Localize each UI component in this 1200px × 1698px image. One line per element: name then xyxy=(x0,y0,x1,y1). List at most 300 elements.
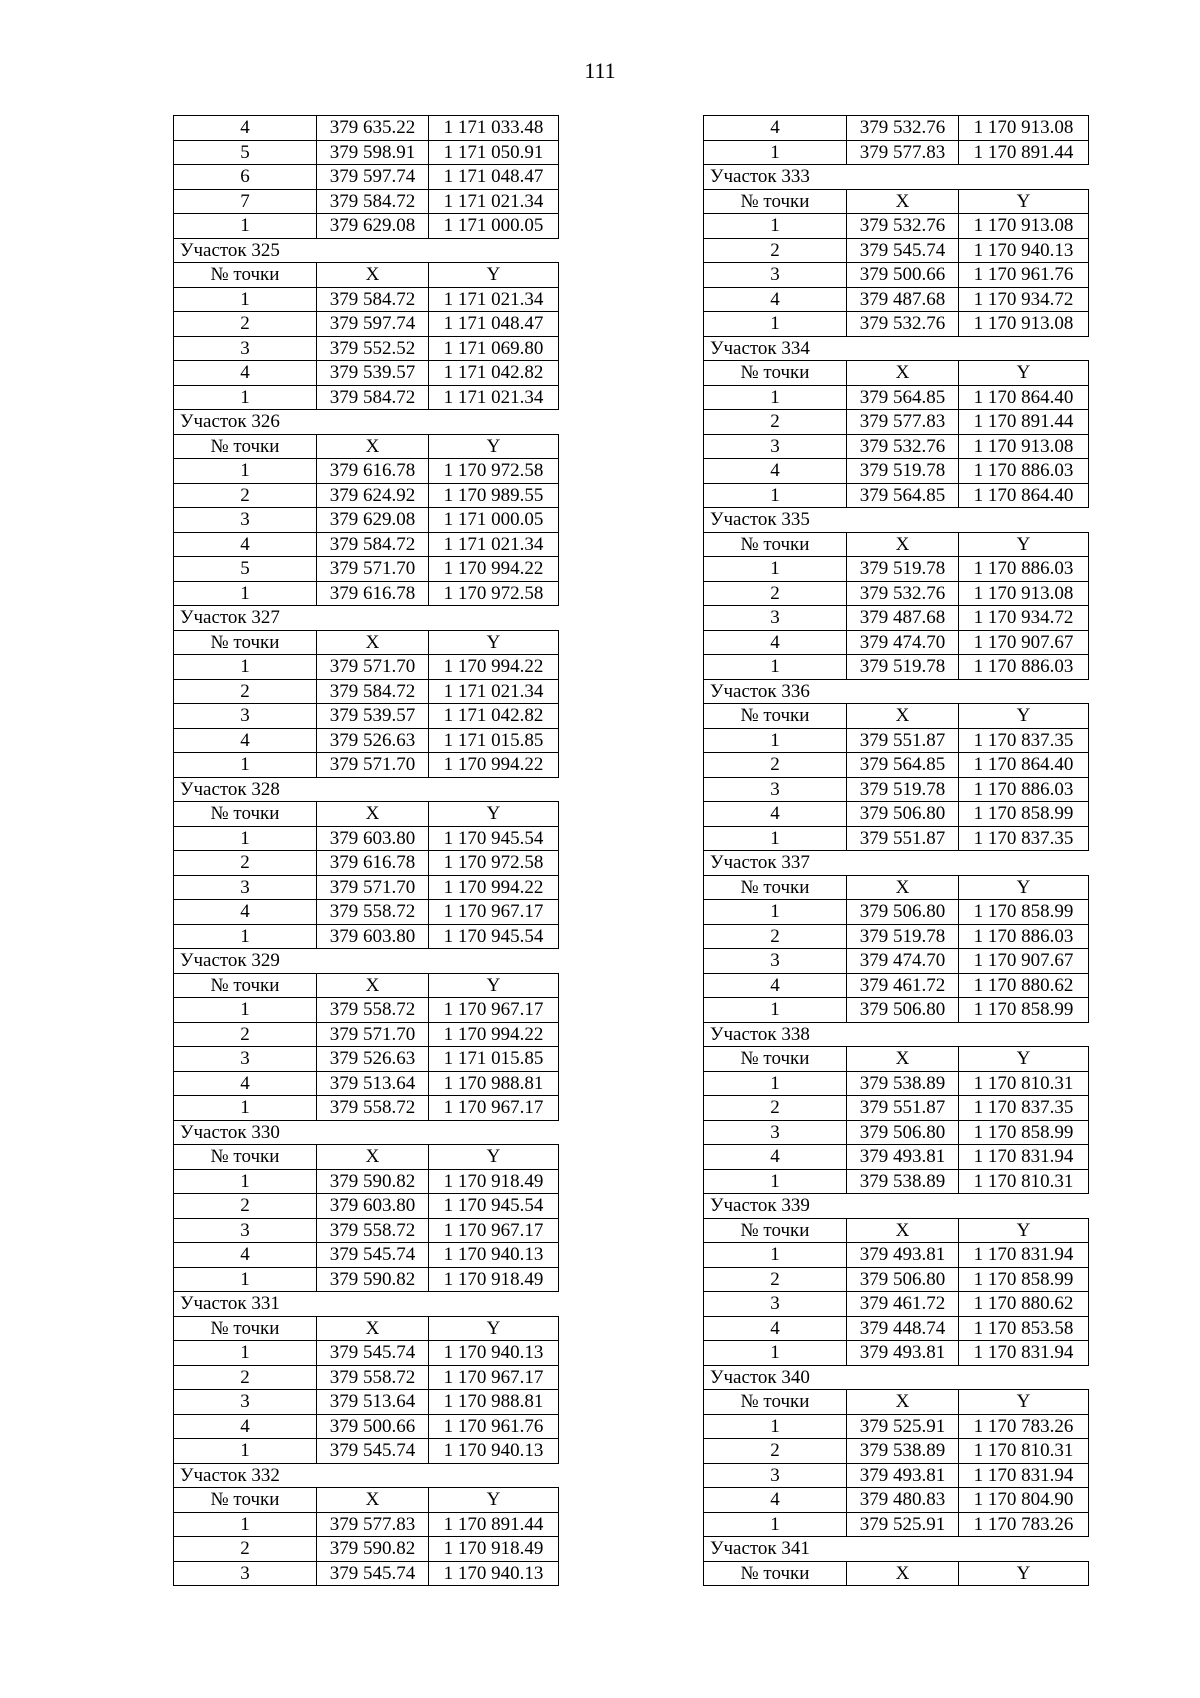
point-number-cell: 1 xyxy=(174,287,317,312)
table-row xyxy=(174,875,559,900)
section-title-row xyxy=(704,508,1089,533)
y-coordinate-cell: 1 170 853.58 xyxy=(959,1316,1089,1341)
x-coordinate-cell: 379 539.57 xyxy=(317,704,429,729)
point-number-cell: 2 xyxy=(704,581,847,606)
y-coordinate-cell: 1 170 994.22 xyxy=(429,655,559,680)
table-row xyxy=(174,1414,559,1439)
table-row xyxy=(704,434,1089,459)
table-row xyxy=(704,606,1089,631)
column-header-point-no: № точки xyxy=(704,875,847,900)
x-coordinate-cell: 379 571.70 xyxy=(317,655,429,680)
table-header-row xyxy=(174,263,559,288)
column-header-x: X xyxy=(317,1316,429,1341)
point-number-cell: 2 xyxy=(174,312,317,337)
point-number-cell: 1 xyxy=(174,826,317,851)
x-coordinate-cell: 379 545.74 xyxy=(317,1341,429,1366)
table-row xyxy=(704,214,1089,239)
x-coordinate-cell: 379 545.74 xyxy=(317,1439,429,1464)
column-header-y: Y xyxy=(429,973,559,998)
x-coordinate-cell: 379 532.76 xyxy=(847,581,959,606)
empty-cell xyxy=(959,851,1089,876)
x-coordinate-cell: 379 538.89 xyxy=(847,1439,959,1464)
table-row xyxy=(704,1267,1089,1292)
table-row xyxy=(704,1512,1089,1537)
x-coordinate-cell: 379 598.91 xyxy=(317,140,429,165)
column-header-point-no: № точки xyxy=(704,189,847,214)
section-title-row xyxy=(174,606,559,631)
point-number-cell: 1 xyxy=(174,1096,317,1121)
column-header-y: Y xyxy=(959,361,1089,386)
point-number-cell: 4 xyxy=(174,1243,317,1268)
table-row xyxy=(174,459,559,484)
table-row xyxy=(704,1341,1089,1366)
table-header-row xyxy=(174,1316,559,1341)
empty-cell xyxy=(429,777,559,802)
section-title: Участок 338 xyxy=(704,1022,847,1047)
x-coordinate-cell: 379 571.70 xyxy=(317,1022,429,1047)
section-title-row xyxy=(174,410,559,435)
table-header-row xyxy=(174,434,559,459)
y-coordinate-cell: 1 170 810.31 xyxy=(959,1071,1089,1096)
column-header-x: X xyxy=(847,1390,959,1415)
point-number-cell: 2 xyxy=(174,1022,317,1047)
table-row xyxy=(174,998,559,1023)
column-header-y: Y xyxy=(959,1218,1089,1243)
empty-cell xyxy=(429,949,559,974)
table-row xyxy=(174,312,559,337)
section-title-row xyxy=(174,238,559,263)
point-number-cell: 2 xyxy=(704,238,847,263)
section-title-row xyxy=(704,1537,1089,1562)
table-row xyxy=(704,1243,1089,1268)
x-coordinate-cell: 379 506.80 xyxy=(847,998,959,1023)
y-coordinate-cell: 1 171 015.85 xyxy=(429,728,559,753)
x-coordinate-cell: 379 551.87 xyxy=(847,1096,959,1121)
point-number-cell: 3 xyxy=(704,1463,847,1488)
empty-cell xyxy=(429,1120,559,1145)
table-row xyxy=(174,385,559,410)
empty-cell xyxy=(959,336,1089,361)
x-coordinate-cell: 379 519.78 xyxy=(847,777,959,802)
y-coordinate-cell: 1 171 033.48 xyxy=(429,116,559,141)
x-coordinate-cell: 379 584.72 xyxy=(317,189,429,214)
table-row xyxy=(174,679,559,704)
table-row xyxy=(174,1243,559,1268)
point-number-cell: 1 xyxy=(704,312,847,337)
y-coordinate-cell: 1 170 918.49 xyxy=(429,1267,559,1292)
x-coordinate-cell: 379 558.72 xyxy=(317,900,429,925)
column-header-y: Y xyxy=(429,1316,559,1341)
column-header-point-no: № точки xyxy=(174,973,317,998)
y-coordinate-cell: 1 170 913.08 xyxy=(959,581,1089,606)
section-title-row xyxy=(704,1022,1089,1047)
point-number-cell: 2 xyxy=(174,1365,317,1390)
x-coordinate-cell: 379 603.80 xyxy=(317,924,429,949)
x-coordinate-cell: 379 493.81 xyxy=(847,1243,959,1268)
empty-cell xyxy=(959,1365,1089,1390)
table-row xyxy=(174,581,559,606)
table-row xyxy=(174,851,559,876)
column-header-x: X xyxy=(317,434,429,459)
x-coordinate-cell: 379 525.91 xyxy=(847,1414,959,1439)
x-coordinate-cell: 379 500.66 xyxy=(847,263,959,288)
y-coordinate-cell: 1 170 989.55 xyxy=(429,483,559,508)
point-number-cell: 3 xyxy=(704,777,847,802)
empty-cell xyxy=(317,1463,429,1488)
y-coordinate-cell: 1 170 967.17 xyxy=(429,1096,559,1121)
y-coordinate-cell: 1 170 858.99 xyxy=(959,1267,1089,1292)
table-row xyxy=(174,361,559,386)
y-coordinate-cell: 1 170 783.26 xyxy=(959,1414,1089,1439)
point-number-cell: 2 xyxy=(174,483,317,508)
x-coordinate-cell: 379 487.68 xyxy=(847,287,959,312)
table-row xyxy=(174,1194,559,1219)
column-header-x: X xyxy=(847,532,959,557)
y-coordinate-cell: 1 171 069.80 xyxy=(429,336,559,361)
y-coordinate-cell: 1 170 961.76 xyxy=(959,263,1089,288)
column-header-x: X xyxy=(317,802,429,827)
table-row xyxy=(174,336,559,361)
y-coordinate-cell: 1 170 886.03 xyxy=(959,459,1089,484)
y-coordinate-cell: 1 171 021.34 xyxy=(429,189,559,214)
x-coordinate-cell: 379 590.82 xyxy=(317,1169,429,1194)
point-number-cell: 1 xyxy=(704,998,847,1023)
table-row xyxy=(704,1145,1089,1170)
empty-cell xyxy=(317,238,429,263)
table-row xyxy=(174,1267,559,1292)
table-row xyxy=(704,973,1089,998)
y-coordinate-cell: 1 170 945.54 xyxy=(429,924,559,949)
section-title-row xyxy=(174,949,559,974)
table-row xyxy=(704,459,1089,484)
column-header-point-no: № точки xyxy=(704,1390,847,1415)
x-coordinate-cell: 379 551.87 xyxy=(847,826,959,851)
x-coordinate-cell: 379 493.81 xyxy=(847,1341,959,1366)
x-coordinate-cell: 379 558.72 xyxy=(317,1096,429,1121)
table-header-row xyxy=(704,361,1089,386)
x-coordinate-cell: 379 538.89 xyxy=(847,1071,959,1096)
x-coordinate-cell: 379 577.83 xyxy=(847,140,959,165)
y-coordinate-cell: 1 170 880.62 xyxy=(959,973,1089,998)
point-number-cell: 1 xyxy=(704,483,847,508)
section-title-row xyxy=(174,777,559,802)
point-number-cell: 3 xyxy=(704,1292,847,1317)
table-row xyxy=(174,1169,559,1194)
table-row xyxy=(704,1169,1089,1194)
y-coordinate-cell: 1 170 891.44 xyxy=(959,410,1089,435)
table-row xyxy=(704,630,1089,655)
y-coordinate-cell: 1 170 913.08 xyxy=(959,214,1089,239)
x-coordinate-cell: 379 564.85 xyxy=(847,385,959,410)
x-coordinate-cell: 379 519.78 xyxy=(847,557,959,582)
column-header-point-no: № точки xyxy=(174,1488,317,1513)
empty-cell xyxy=(959,1537,1089,1562)
y-coordinate-cell: 1 170 967.17 xyxy=(429,1218,559,1243)
table-row xyxy=(174,532,559,557)
table-row xyxy=(174,116,559,141)
table-header-row xyxy=(704,1047,1089,1072)
x-coordinate-cell: 379 584.72 xyxy=(317,287,429,312)
table-header-row xyxy=(704,189,1089,214)
y-coordinate-cell: 1 170 810.31 xyxy=(959,1169,1089,1194)
point-number-cell: 1 xyxy=(704,1071,847,1096)
column-header-point-no: № точки xyxy=(174,1316,317,1341)
empty-cell xyxy=(429,1463,559,1488)
point-number-cell: 3 xyxy=(174,1218,317,1243)
point-number-cell: 2 xyxy=(704,1096,847,1121)
point-number-cell: 1 xyxy=(704,557,847,582)
point-number-cell: 1 xyxy=(174,1341,317,1366)
point-number-cell: 3 xyxy=(704,949,847,974)
y-coordinate-cell: 1 170 967.17 xyxy=(429,1365,559,1390)
table-row xyxy=(704,238,1089,263)
x-coordinate-cell: 379 590.82 xyxy=(317,1537,429,1562)
x-coordinate-cell: 379 629.08 xyxy=(317,508,429,533)
table-row xyxy=(174,1096,559,1121)
point-number-cell: 2 xyxy=(704,924,847,949)
table-header-row xyxy=(174,802,559,827)
point-number-cell: 4 xyxy=(704,287,847,312)
point-number-cell: 1 xyxy=(704,900,847,925)
y-coordinate-cell: 1 170 994.22 xyxy=(429,1022,559,1047)
column-header-point-no: № точки xyxy=(174,263,317,288)
y-coordinate-cell: 1 170 918.49 xyxy=(429,1537,559,1562)
point-number-cell: 3 xyxy=(174,1561,317,1586)
y-coordinate-cell: 1 171 048.47 xyxy=(429,312,559,337)
column-header-x: X xyxy=(317,263,429,288)
y-coordinate-cell: 1 170 945.54 xyxy=(429,826,559,851)
table-header-row xyxy=(704,1561,1089,1586)
x-coordinate-cell: 379 616.78 xyxy=(317,459,429,484)
y-coordinate-cell: 1 170 858.99 xyxy=(959,998,1089,1023)
y-coordinate-cell: 1 170 940.13 xyxy=(429,1341,559,1366)
y-coordinate-cell: 1 170 810.31 xyxy=(959,1439,1089,1464)
table-header-row xyxy=(704,1218,1089,1243)
x-coordinate-cell: 379 545.74 xyxy=(317,1243,429,1268)
point-number-cell: 4 xyxy=(174,1071,317,1096)
point-number-cell: 1 xyxy=(174,998,317,1023)
x-coordinate-cell: 379 532.76 xyxy=(847,214,959,239)
point-number-cell: 3 xyxy=(174,508,317,533)
point-number-cell: 3 xyxy=(174,875,317,900)
y-coordinate-cell: 1 171 021.34 xyxy=(429,385,559,410)
y-coordinate-cell: 1 171 050.91 xyxy=(429,140,559,165)
column-header-point-no: № точки xyxy=(704,1218,847,1243)
coordinates-table-left xyxy=(173,115,559,1586)
point-number-cell: 2 xyxy=(704,1439,847,1464)
column-header-y: Y xyxy=(429,263,559,288)
table-row xyxy=(704,557,1089,582)
section-title-row xyxy=(704,165,1089,190)
y-coordinate-cell: 1 170 886.03 xyxy=(959,557,1089,582)
table-row xyxy=(704,1463,1089,1488)
point-number-cell: 1 xyxy=(174,1267,317,1292)
column-header-point-no: № точки xyxy=(174,1145,317,1170)
column-header-x: X xyxy=(847,361,959,386)
section-title-row xyxy=(704,679,1089,704)
section-title: Участок 328 xyxy=(174,777,317,802)
column-header-x: X xyxy=(847,189,959,214)
x-coordinate-cell: 379 532.76 xyxy=(847,434,959,459)
y-coordinate-cell: 1 170 918.49 xyxy=(429,1169,559,1194)
point-number-cell: 1 xyxy=(704,728,847,753)
column-header-y: Y xyxy=(429,802,559,827)
empty-cell xyxy=(317,777,429,802)
table-row xyxy=(704,924,1089,949)
point-number-cell: 2 xyxy=(704,1267,847,1292)
x-coordinate-cell: 379 564.85 xyxy=(847,483,959,508)
section-title: Участок 325 xyxy=(174,238,317,263)
empty-cell xyxy=(847,165,959,190)
y-coordinate-cell: 1 170 864.40 xyxy=(959,385,1089,410)
column-header-y: Y xyxy=(959,189,1089,214)
table-row xyxy=(174,165,559,190)
table-row xyxy=(174,1218,559,1243)
table-row xyxy=(174,924,559,949)
y-coordinate-cell: 1 170 972.58 xyxy=(429,851,559,876)
point-number-cell: 3 xyxy=(174,1047,317,1072)
empty-cell xyxy=(429,238,559,263)
empty-cell xyxy=(959,165,1089,190)
table-row xyxy=(174,287,559,312)
column-header-point-no: № точки xyxy=(174,434,317,459)
empty-cell xyxy=(317,1120,429,1145)
column-header-point-no: № точки xyxy=(704,1561,847,1586)
x-coordinate-cell: 379 584.72 xyxy=(317,679,429,704)
empty-cell xyxy=(847,336,959,361)
column-header-x: X xyxy=(317,1145,429,1170)
table-row xyxy=(704,949,1089,974)
point-number-cell: 3 xyxy=(704,434,847,459)
x-coordinate-cell: 379 584.72 xyxy=(317,385,429,410)
x-coordinate-cell: 379 480.83 xyxy=(847,1488,959,1513)
section-title: Участок 339 xyxy=(704,1194,847,1219)
point-number-cell: 4 xyxy=(174,532,317,557)
table-row xyxy=(704,263,1089,288)
y-coordinate-cell: 1 171 021.34 xyxy=(429,532,559,557)
point-number-cell: 3 xyxy=(174,336,317,361)
x-coordinate-cell: 379 564.85 xyxy=(847,753,959,778)
point-number-cell: 1 xyxy=(174,924,317,949)
table-row xyxy=(174,189,559,214)
table-row xyxy=(704,581,1089,606)
section-title-row xyxy=(704,851,1089,876)
point-number-cell: 4 xyxy=(174,900,317,925)
y-coordinate-cell: 1 170 934.72 xyxy=(959,606,1089,631)
column-header-y: Y xyxy=(429,434,559,459)
y-coordinate-cell: 1 170 831.94 xyxy=(959,1341,1089,1366)
y-coordinate-cell: 1 170 994.22 xyxy=(429,557,559,582)
x-coordinate-cell: 379 597.74 xyxy=(317,312,429,337)
column-header-point-no: № точки xyxy=(704,361,847,386)
table-row xyxy=(704,410,1089,435)
y-coordinate-cell: 1 170 988.81 xyxy=(429,1390,559,1415)
x-coordinate-cell: 379 629.08 xyxy=(317,214,429,239)
table-row xyxy=(174,1365,559,1390)
y-coordinate-cell: 1 170 837.35 xyxy=(959,826,1089,851)
section-title: Участок 335 xyxy=(704,508,847,533)
x-coordinate-cell: 379 519.78 xyxy=(847,924,959,949)
y-coordinate-cell: 1 170 783.26 xyxy=(959,1512,1089,1537)
table-row xyxy=(174,214,559,239)
x-coordinate-cell: 379 539.57 xyxy=(317,361,429,386)
table-row xyxy=(174,900,559,925)
y-coordinate-cell: 1 170 837.35 xyxy=(959,728,1089,753)
table-row xyxy=(704,802,1089,827)
table-row xyxy=(174,140,559,165)
empty-cell xyxy=(317,410,429,435)
y-coordinate-cell: 1 170 864.40 xyxy=(959,483,1089,508)
point-number-cell: 1 xyxy=(174,1169,317,1194)
table-header-row xyxy=(174,1145,559,1170)
y-coordinate-cell: 1 170 831.94 xyxy=(959,1243,1089,1268)
table-row xyxy=(704,1071,1089,1096)
x-coordinate-cell: 379 551.87 xyxy=(847,728,959,753)
y-coordinate-cell: 1 170 913.08 xyxy=(959,434,1089,459)
table-row xyxy=(704,728,1089,753)
table-header-row xyxy=(704,1390,1089,1415)
table-row xyxy=(704,140,1089,165)
x-coordinate-cell: 379 603.80 xyxy=(317,826,429,851)
y-coordinate-cell: 1 170 831.94 xyxy=(959,1463,1089,1488)
table-row xyxy=(174,1512,559,1537)
point-number-cell: 1 xyxy=(174,459,317,484)
empty-cell xyxy=(429,606,559,631)
table-header-row xyxy=(704,704,1089,729)
x-coordinate-cell: 379 513.64 xyxy=(317,1390,429,1415)
x-coordinate-cell: 379 461.72 xyxy=(847,973,959,998)
point-number-cell: 1 xyxy=(704,826,847,851)
empty-cell xyxy=(959,679,1089,704)
x-coordinate-cell: 379 532.76 xyxy=(847,312,959,337)
y-coordinate-cell: 1 170 907.67 xyxy=(959,630,1089,655)
y-coordinate-cell: 1 170 891.44 xyxy=(429,1512,559,1537)
table-row xyxy=(704,1120,1089,1145)
section-title: Участок 337 xyxy=(704,851,847,876)
empty-cell xyxy=(959,508,1089,533)
table-header-row xyxy=(704,875,1089,900)
x-coordinate-cell: 379 577.83 xyxy=(317,1512,429,1537)
y-coordinate-cell: 1 170 940.13 xyxy=(429,1243,559,1268)
x-coordinate-cell: 379 558.72 xyxy=(317,1365,429,1390)
point-number-cell: 5 xyxy=(174,140,317,165)
section-title: Участок 333 xyxy=(704,165,847,190)
column-header-x: X xyxy=(847,875,959,900)
table-row xyxy=(704,1439,1089,1464)
x-coordinate-cell: 379 538.89 xyxy=(847,1169,959,1194)
y-coordinate-cell: 1 170 886.03 xyxy=(959,655,1089,680)
x-coordinate-cell: 379 461.72 xyxy=(847,1292,959,1317)
column-header-point-no: № точки xyxy=(174,630,317,655)
point-number-cell: 4 xyxy=(704,1316,847,1341)
x-coordinate-cell: 379 487.68 xyxy=(847,606,959,631)
column-header-x: X xyxy=(317,630,429,655)
point-number-cell: 1 xyxy=(174,1512,317,1537)
table-row xyxy=(704,1316,1089,1341)
y-coordinate-cell: 1 170 858.99 xyxy=(959,900,1089,925)
y-coordinate-cell: 1 170 858.99 xyxy=(959,1120,1089,1145)
column-header-y: Y xyxy=(959,1047,1089,1072)
x-coordinate-cell: 379 571.70 xyxy=(317,753,429,778)
table-header-row xyxy=(704,532,1089,557)
x-coordinate-cell: 379 616.78 xyxy=(317,581,429,606)
table-header-row xyxy=(174,1488,559,1513)
point-number-cell: 3 xyxy=(704,263,847,288)
point-number-cell: 4 xyxy=(704,1488,847,1513)
table-row xyxy=(174,1341,559,1366)
y-coordinate-cell: 1 171 042.82 xyxy=(429,361,559,386)
y-coordinate-cell: 1 170 858.99 xyxy=(959,802,1089,827)
